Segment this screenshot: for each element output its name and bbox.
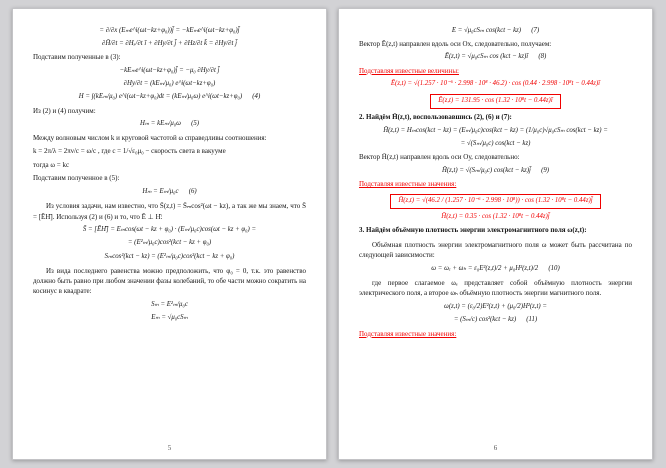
paragraph-text: Из вида последнего равенства можно предположить, что φ₀ = 0, т.к. это равенство должно быть равно при любом значении фазы колебаний, то обе части можно сократить на косинус в квадрате: [33, 267, 306, 296]
equation-text: ∂H̄/∂t = ∂Hₓ/∂t ī + ∂Hy/∂t j̄ + ∂Hz/∂t k̄ = ∂Hy/∂t j̄ [101, 39, 238, 47]
page-number: 6 [493, 444, 498, 452]
page-number: 5 [167, 444, 172, 452]
label [33, 53, 306, 62]
paragraph [359, 240, 632, 260]
equation-text: Eₘ = √μ₀cSₘ [151, 314, 188, 322]
label [359, 153, 632, 162]
document-page-right[interactable] [338, 8, 653, 460]
equation [359, 53, 632, 62]
label-text: Подставляя известные величины: [359, 66, 459, 75]
label-text: Вектор H̄(z,t) направлен вдоль оси Оу, следовательно: [359, 153, 520, 162]
result-equation [359, 194, 632, 209]
paragraph [33, 147, 306, 156]
equation-text: H̄(z,t) = 0.35 · cos (1.32 · 10⁸t − 0.44z)j̄ [441, 213, 550, 221]
equation [359, 167, 632, 176]
page-content [339, 9, 652, 339]
label [359, 180, 632, 189]
equation-text: = ∂/∂x (Eₘe^i(ωt−kz+φ₀))j̄ = −kEₘe^i(ωt−kz+φ₀)j̄ [99, 26, 240, 34]
label [359, 67, 632, 76]
equation [33, 301, 306, 310]
equation-text: = √(Sₘ/μ₀c) cos(kct − kz) [460, 139, 531, 147]
heading-text: 2. Найдём H̄(z,t), воспользовавшись (2), (6) и (7): [359, 113, 512, 121]
equation-text: S̄ = [ĒН̄] = Eₘcos(ωt − kz + φ₀) · (Eₘ/μ₀c)cos(ωt − kz + φ₀) = [82, 226, 257, 234]
label [359, 330, 632, 339]
equation-text: = (Sₘ/c) cos²(kct − kz) (11) [453, 316, 538, 324]
equation-text: Sₘ = E²ₘ/μ₀c [151, 301, 188, 309]
equation-text: H̄(z,t) = √(Sₘ/μ₀c) cos(kct − kz)j̄ (9) [441, 166, 550, 174]
equation-text: Hₘ = Eₘ/μ₀c (6) [142, 188, 197, 196]
equation-text: E = √μ₀cSₘ cos(kct − kz) (7) [451, 26, 540, 34]
equation-text: H = ∫(kEₘ/μ₀) e^i(ωt−kz+φ₀)dt = (kEₘ/μ₀ω) e^i(ωt−kz+φ₀) (4) [78, 93, 261, 101]
equation-text: ω = ωₑ + ωₕ = ε₀E²(z,t)/2 + μ₀H²(z,t)/2 (10) [431, 264, 560, 272]
equation [33, 314, 306, 323]
equation [33, 93, 306, 102]
paragraph-text: k = 2π/λ = 2πν/c = ω/c , где c = 1/√ε₀μ₀ − скорость света в вакууме [33, 147, 226, 156]
label [33, 161, 306, 170]
result-equation [359, 94, 632, 109]
equation [33, 40, 306, 49]
label [359, 40, 632, 49]
equation-text: Ē(z,t) = √(1.257 · 10⁻⁶ · 2.998 · 10⁸ · 46.2) · cos (0.44 · 2.998 · 10⁸t − 0.44z)ī [390, 80, 601, 88]
equation [359, 316, 632, 325]
equation [33, 226, 306, 235]
result-equation-text: H̄(z,t) = √(46.2 / (1.257 · 10⁻⁶ · 2.998 · 10⁸)) · cos (1.32 · 10⁸t − 0.44z)j̄ [390, 194, 600, 209]
label-text: Подставляя известные значения: [359, 329, 457, 338]
equation [359, 265, 632, 274]
equation-text: ∂Hy/∂t = (kEₘ/μ₀) e^i(ωt−kz+φ₀) [123, 80, 216, 88]
equation [33, 67, 306, 76]
label-text: Между волновым числом k и круговой частотой ω справедливы соотношения: [33, 133, 267, 142]
paragraph [359, 278, 632, 298]
page-content [13, 9, 326, 323]
paragraph [33, 266, 306, 296]
equation-text: Ē(z,t) = √μ₀cSₘ cos (kct − kz)ī (8) [444, 53, 547, 61]
equation-text: −kEₘe^i(ωt−kz+φ₀)j̄ = −μ₀ ∂Hy/∂t j̄ [119, 66, 220, 74]
equation [359, 27, 632, 36]
equation-text: ω(z,t) = (ε₀/2)E²(z,t) + (μ₀/2)H²(z,t) = [444, 302, 547, 310]
equation [33, 120, 306, 129]
label-text: Подставим полученные в (3): [33, 53, 121, 62]
heading [359, 113, 632, 122]
label [33, 134, 306, 143]
equation [33, 27, 306, 36]
label-text: Из (2) и (4) получим: [33, 106, 96, 115]
result-equation-text: Ē(z,t) = 131.95 · cos (1.32 · 10⁸t − 0.44z)ī [430, 94, 560, 109]
paragraph [33, 201, 306, 221]
equation [33, 188, 306, 197]
equation [33, 239, 306, 248]
label-text: Подставим полученное в (5): [33, 174, 120, 183]
equation-text: Hₘ = kEₘ/μ₀ω (5) [139, 120, 200, 128]
paragraph-text: Из условия задачи, нам известно, что S̄(z,t) = S̄ₘcos²(ωt − kz), а так же мы знаем, что S̄ = [ĒН̄]. Используя (2) и (6) и то, что Ē ⊥ Н̄: [33, 202, 306, 221]
label-text: Подставляя известные значения: [359, 180, 457, 189]
equation [359, 80, 632, 89]
equation-text: H̄(z,t) = Hₘcos(kct − kz) = (Eₘ/μ₀c)cos(kct − kz) = (1/μ₀c)√μ₀cSₘ cos(kct − kz) = [383, 126, 608, 134]
equation [359, 140, 632, 149]
equation [359, 127, 632, 136]
equation [33, 80, 306, 89]
label [33, 174, 306, 183]
label-text: Вектор Ē(z,t) направлен вдоль оси Ох, следовательно, получаем: [359, 39, 552, 48]
equation [359, 303, 632, 312]
paragraph-text: где первое слагаемое ωₑ представляет собой объёмную плотность энергии электрического поля, а второе ωₕ объёмную плотность энергии магнитного поля. [359, 279, 632, 298]
heading [359, 226, 632, 235]
equation [359, 213, 632, 222]
equation [33, 253, 306, 262]
equation-text: Sₘcos²(kct − kz) = (E²ₘ/μ₀c)cos²(kct − kz + φ₀) [104, 252, 235, 260]
label-text: тогда ω = kc [33, 160, 70, 169]
document-page-left[interactable] [12, 8, 327, 460]
paragraph-text: Объёмная плотность энергии электромагнитного поля ω может быть рассчитана по следующей зависимости: [359, 241, 632, 260]
equation-text: = (E²ₘ/μ₀c)cos²(kct − kz + φ₀) [127, 239, 212, 247]
label [33, 107, 306, 116]
heading-text: 3. Найдём объёмную плотность энергии электромагнитного поля ω(z,t): [359, 226, 587, 235]
